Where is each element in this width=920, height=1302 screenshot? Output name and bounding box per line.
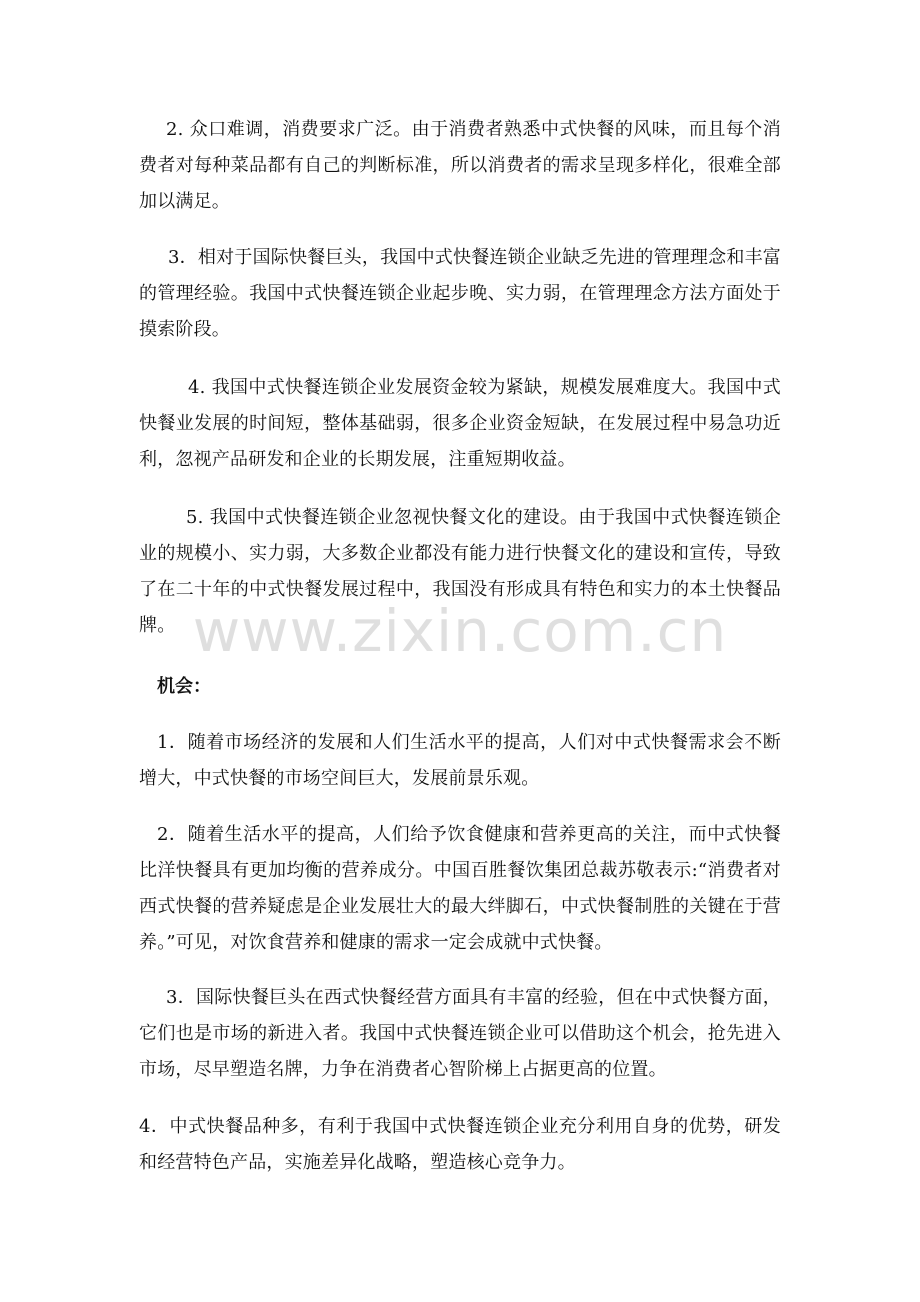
watermark-text: www.zixin.com.cn	[192, 597, 728, 665]
paragraph-3: 3．相对于国际快餐巨头，我国中式快餐连锁企业缺乏先进的管理理念和丰富的管理经验。我国中式快餐连锁企业起步晚、实力弱，在管理理念方法方面处于摸索阶段。	[139, 247, 781, 340]
opportunity-2: 2．随着生活水平的提高，人们给予饮食健康和营养更高的关注，而中式快餐比洋快餐具有更加均衡的营养成分。中国百胜餐饮集团总裁苏敬表示:“消费者对西式快餐的营养疑虑是企业发展壮大的最大绊脚石，中式快餐制胜的关键在于营养。”可见，对饮食营养和健康的需求一定会成就中式快餐。	[139, 824, 781, 953]
opportunity-1: 1．随着市场经济的发展和人们生活水平的提高，人们对中式快餐需求会不断增大，中式快餐的市场空间巨大，发展前景乐观。	[139, 732, 781, 789]
opportunities-heading: 机会：	[157, 676, 211, 697]
paragraph-4: 4. 我国中式快餐连锁企业发展资金较为紧缺，规模发展难度大。我国中式快餐业发展的时间短，整体基础弱，很多企业资金短缺，在发展过程中易急功近利，忽视产品研发和企业的长期发展，注重短期收益。	[139, 377, 781, 470]
opportunity-4: 4．中式快餐品种多，有利于我国中式快餐连锁企业充分利用自身的优势，研发和经营特色产品，实施差异化战略，塑造核心竞争力。	[139, 1116, 781, 1173]
opportunity-3: 3．国际快餐巨头在西式快餐经营方面具有丰富的经验，但在中式快餐方面，它们也是市场的新进入者。我国中式快餐连锁企业可以借助这个机会，抢先进入市场，尽早塑造名牌，力争在消费者心智阶梯上占据更高的位置。	[139, 987, 781, 1080]
paragraph-2: 2. 众口难调，消费要求广泛。由于消费者熟悉中式快餐的风味，而且每个消费者对每种菜品都有自己的判断标准，所以消费者的需求呈现多样化，很难全部加以满足。	[139, 119, 781, 212]
paragraph-5: 5. 我国中式快餐连锁企业忽视快餐文化的建设。由于我国中式快餐连锁企业的规模小、实力弱，大多数企业都没有能力进行快餐文化的建设和宣传，导致了在二十年的中式快餐发展过程中，我国没有形成具有特色和实力的本土快餐品牌。	[139, 507, 781, 636]
